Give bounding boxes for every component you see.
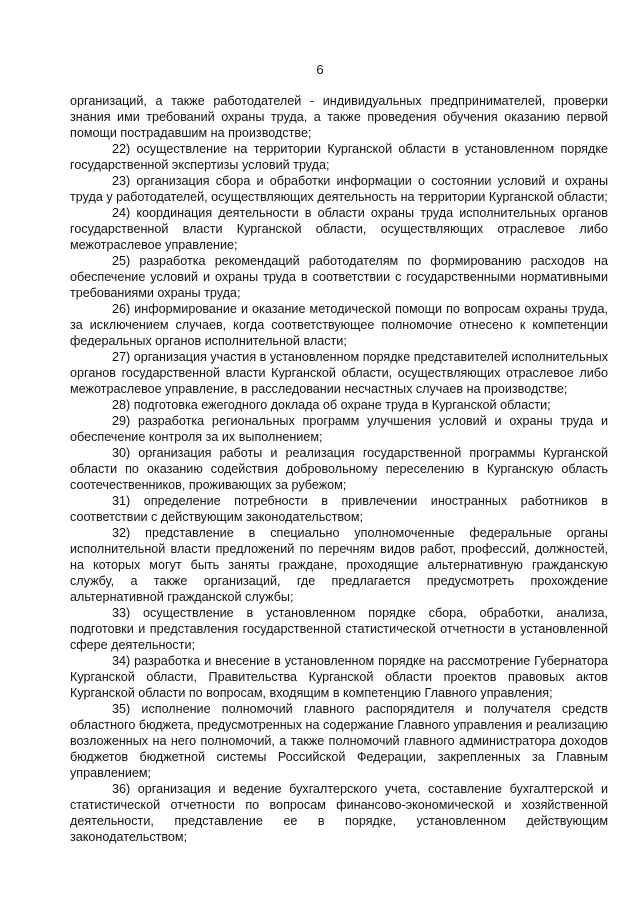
list-item: 30) организация работы и реализация государственной программы Курганской области по оказанию содействия добровольному переселению в Курганскую область соотечественников, проживающих за рубежом; xyxy=(70,446,608,492)
list-item: 31) определение потребности в привлечении иностранных работников в соответствии с действующим законодательством; xyxy=(70,494,608,524)
list-item: 25) разработка рекомендаций работодателям по формированию расходов на обеспечение условий и охраны труда в соответствии с государственными нормативными требованиями охраны труда; xyxy=(70,254,608,300)
list-item: 22) осуществление на территории Курганской области в установленном порядке государственной экспертизы условий труда; xyxy=(70,142,608,172)
list-item: 27) организация участия в установленном порядке представителей исполнительных органов государственной власти Курганской области, осуществляющих отраслевое либо межотраслевое управление, в расследовании несчастных случаев на производстве; xyxy=(70,350,609,396)
list-item: 32) представление в специально уполномоченные федеральные органы исполнительной власти предложений по перечням видов работ, профессий, должностей, на которых могут быть заняты граждане, проходящие альтернативную гражданскую службу, а также организаций, где предлагается предусмотреть прохождение альтернативной гражданской службы; xyxy=(70,526,608,604)
list-item: 28) подготовка ежегодного доклада об охране труда в Курганской области; xyxy=(112,398,551,412)
list-item: 29) разработка региональных программ улучшения условий и охраны труда и обеспечение контроля за их выполнением; xyxy=(70,414,608,444)
list-item: 35) исполнение полномочий главного распорядителя и получателя средств областного бюджета, предусмотренных на содержание Главного управления и реализацию возложенных на него полномочий, а также полномочий главного администратора доходов бюджетов бюджетной системы Российской Федерации, закрепленных за Главным управлением; xyxy=(70,702,608,780)
list-item: 36) организация и ведение бухгалтерского учета, составление бухгалтерской и статистической отчетности по вопросам финансово-экономической и хозяйственной деятельности, представление ее в порядке, установленном действующим законодательством; xyxy=(70,782,608,844)
document-body xyxy=(70,93,608,845)
list-item: 33) осуществление в установленном порядке сбора, обработки, анализа, подготовки и представления государственной статистической отчетности в установленной сфере деятельности; xyxy=(70,606,608,652)
list-item: 24) координация деятельности в области охраны труда исполнительных органов государственной власти Курганской области, осуществляющих отраслевое либо межотраслевое управление; xyxy=(70,206,608,252)
lead-paragraph: организаций, а также работодателей - индивидуальных предпринимателей, проверки знания ими требований охраны труда, а также проведения обучения оказанию первой помощи пострадавшим на производстве; xyxy=(70,94,608,140)
list-item: 34) разработка и внесение в установленном порядке на рассмотрение Губернатора Курганской области, Правительства Курганской области проектов правовых актов Курганской области по вопросам, входящим в компетенцию Главного управления; xyxy=(70,654,608,700)
page-number: 6 xyxy=(316,62,324,77)
list-item: 26) информирование и оказание методической помощи по вопросам охраны труда, за исключением случаев, когда соответствующее полномочие отнесено к компетенции федеральных органов исполнительной власти; xyxy=(70,302,608,348)
list-item: 23) организация сбора и обработки информации о состоянии условий и охраны труда у работодателей, осуществляющих деятельность на территории Курганской области; xyxy=(70,174,608,204)
